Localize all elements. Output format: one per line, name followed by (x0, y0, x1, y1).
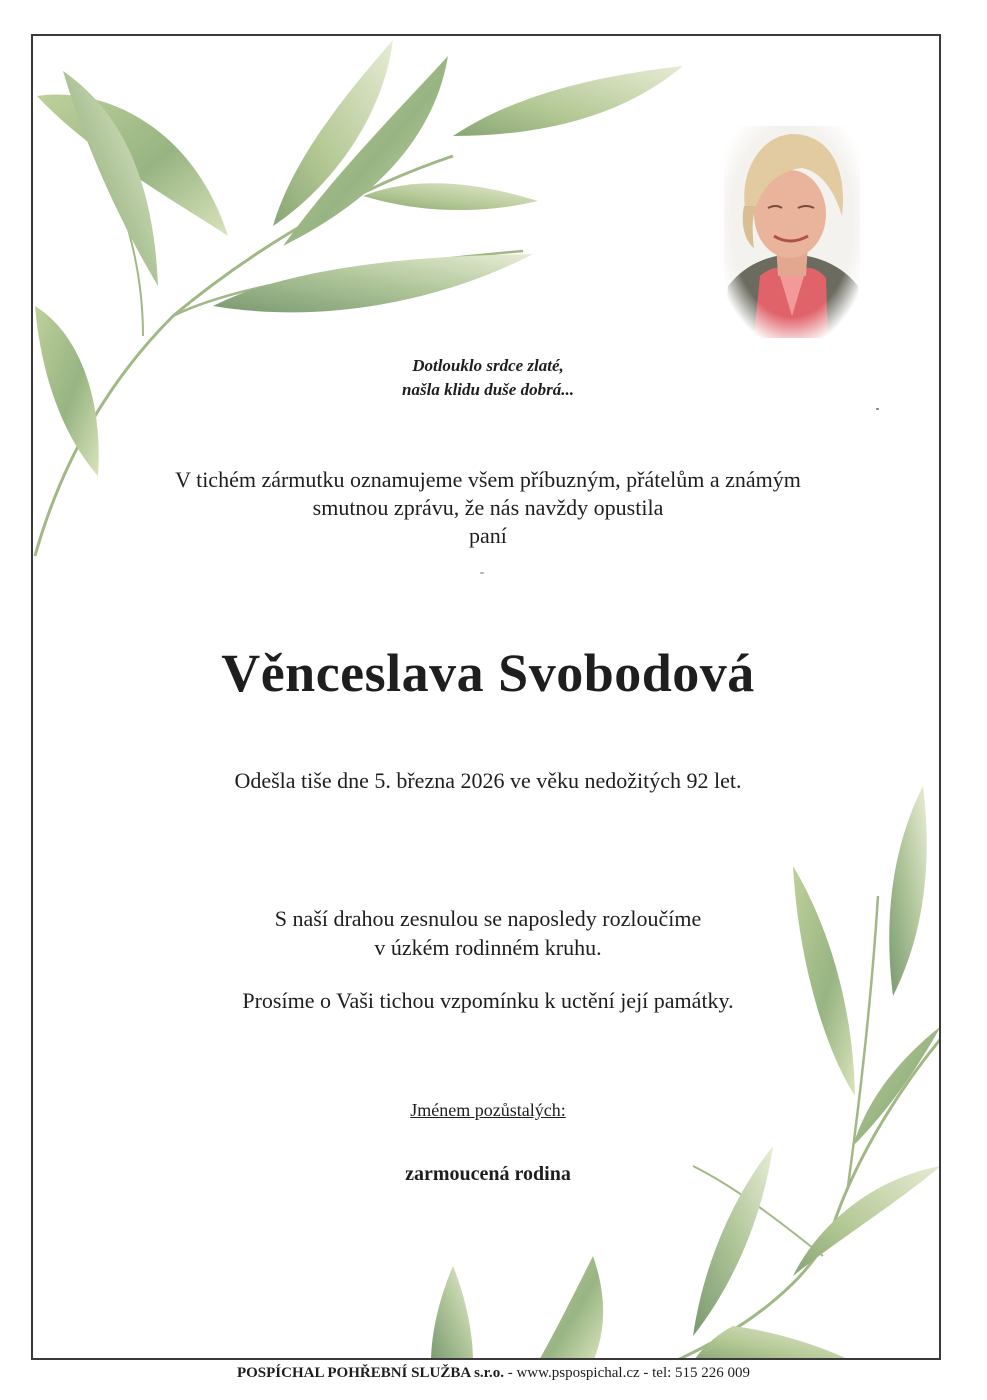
footer-company: POSPÍCHAL POHŘEBNÍ SLUŽBA s.r.o. (236, 1365, 504, 1381)
footer-contact: - www.pspospichal.cz - tel: 515 226 009 (503, 1365, 751, 1381)
motto-verse (33, 354, 941, 402)
deceased-name: Věnceslava Svobodová (221, 643, 755, 703)
footer (0, 1363, 987, 1383)
announcement-line-2: smutnou zprávu, že nás navždy opustila (312, 495, 664, 520)
farewell-line-1: S naší drahou zesnulou se naposledy rozloučíme (274, 906, 702, 931)
motto-line-1: Dotlouklo srdce zlaté, (412, 356, 564, 375)
farewell-text (33, 904, 941, 962)
announcement-line-3: paní (469, 523, 507, 548)
bottom-right-branch (431, 786, 941, 1360)
signature: zarmoucená rodina (405, 1163, 571, 1185)
on-behalf-text: Jménem pozůstalých: (410, 1100, 566, 1120)
portrait-photo (724, 126, 860, 338)
farewell-line-2: v úzkém rodinném kruhu. (374, 935, 602, 960)
scan-speck (876, 408, 879, 410)
announcement (33, 466, 941, 550)
motto-line-2: našla klidu duše dobrá... (402, 380, 574, 399)
remembrance-text: Prosíme o Vaši tichou vzpomínku k uctění její památky. (242, 988, 734, 1013)
scan-speck (480, 572, 484, 574)
notice-frame (31, 34, 941, 1360)
announcement-line-1: V tichém zármutku oznamujeme všem příbuzným, přátelům a známým (175, 467, 801, 492)
on-behalf-label (33, 1098, 941, 1122)
departure-text: Odešla tiše dne 5. března 2026 ve věku nedožitých 92 let. (234, 768, 742, 793)
